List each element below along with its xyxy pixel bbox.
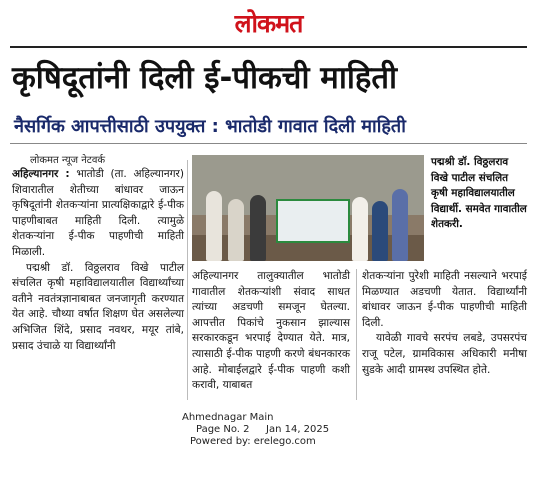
column-3-paragraph-1: शेतकऱ्यांना पुरेशी माहिती नसल्याने भरपाई मिळण्यात अडचणी येतात. विद्यार्थ्यांनी बांधावर जाऊन ई-पीक पाहणीची माहिती दिली. xyxy=(362,270,527,329)
subheadline: नैसर्गिक आपत्तीसाठी उपयुक्त : भातोडी गावात दिली माहिती xyxy=(14,116,406,137)
footer-date: Jan 14, 2025 xyxy=(266,424,330,435)
photo-caption: पद्मश्री डॉ. विठ्ठलराव विखे पाटील संचलित कृषी महाविद्यालयातील विद्यार्थी. समवेत गावातील शेतकरी. xyxy=(431,156,527,231)
byline: लोकमत न्यूज नेटवर्क xyxy=(30,155,106,166)
footer-page-number: Page No. 2 xyxy=(196,424,250,435)
footer-edition: Ahmednagar Main xyxy=(182,412,274,423)
photo-banner xyxy=(276,199,350,243)
article-photo xyxy=(192,155,424,261)
masthead-rule xyxy=(10,46,527,48)
headline: कृषिदूतांनी दिली ई-पीकची माहिती xyxy=(12,60,398,96)
article-column-1 xyxy=(12,167,184,354)
column-2-paragraph-1: अहिल्यानगर तालुक्यातील भातोडी गावातील शेतकऱ्यांशी संवाद साधत त्यांच्या अडचणी समजून घेतल्या. आपत्तीत पिकांचे नुकसान झाल्यास सरकारकडून भरपाई देण्यात येते. मात्र, त्यासाठी ई-पीक पाहणी करणे बंधनकारक आहे. मोबाईलद्वारे ई-पीक पाहणी कशी करावी, याबाबत xyxy=(192,270,350,392)
photo-person xyxy=(228,199,244,261)
column-1-paragraph-1: भातोडी (ता. अहिल्यानगर) शिवारातील शेतीच्या बांधावर जाऊन कृषिदूतांनी शेतकऱ्यांना प्रात्यक्षिकाद्वारे ई-पीक पाहणीबाबत माहिती दिली. त्यामुळे शेतकऱ्यांना ई-पीक पाहणीची माहिती मिळाली. xyxy=(12,168,185,258)
photo-person xyxy=(206,191,222,261)
photo-person xyxy=(372,201,388,261)
dateline: अहिल्यानगर : xyxy=(12,168,70,180)
column-3-paragraph-2: यावेळी गावचे सरपंच लबडे, उपसरपंच राजू पटेल, ग्रामविकास अधिकारी मनीषा सुडके आदी ग्रामस्थ उपस्थित होते. xyxy=(362,332,527,376)
photo-person xyxy=(392,189,408,261)
footer-powered-by: Powered by: erelego.com xyxy=(190,436,316,447)
column-divider xyxy=(187,160,188,400)
masthead-logo: लोकमत xyxy=(234,9,303,38)
column-divider xyxy=(356,269,357,400)
article-column-2 xyxy=(192,269,350,394)
photo-person xyxy=(250,195,266,261)
photo-person xyxy=(352,197,368,261)
subhead-rule xyxy=(10,143,527,144)
column-1-paragraph-2: पद्मश्री डॉ. विठ्ठलराव विखे पाटील संचलित कृषी महाविद्यालयातील विद्यार्थ्यांच्या वतीने नवतंत्रज्ञानाबाबत जनजागृती करण्यात येत आहे. चौथ्या वर्षात शिक्षण घेत असलेल्या अभिजित शिंदे, प्रसाद नवथर, मयूर तांबे, प्रसाद उंचाळे या विद्यार्थ्यांनी xyxy=(12,261,184,352)
article-column-3 xyxy=(362,269,527,378)
